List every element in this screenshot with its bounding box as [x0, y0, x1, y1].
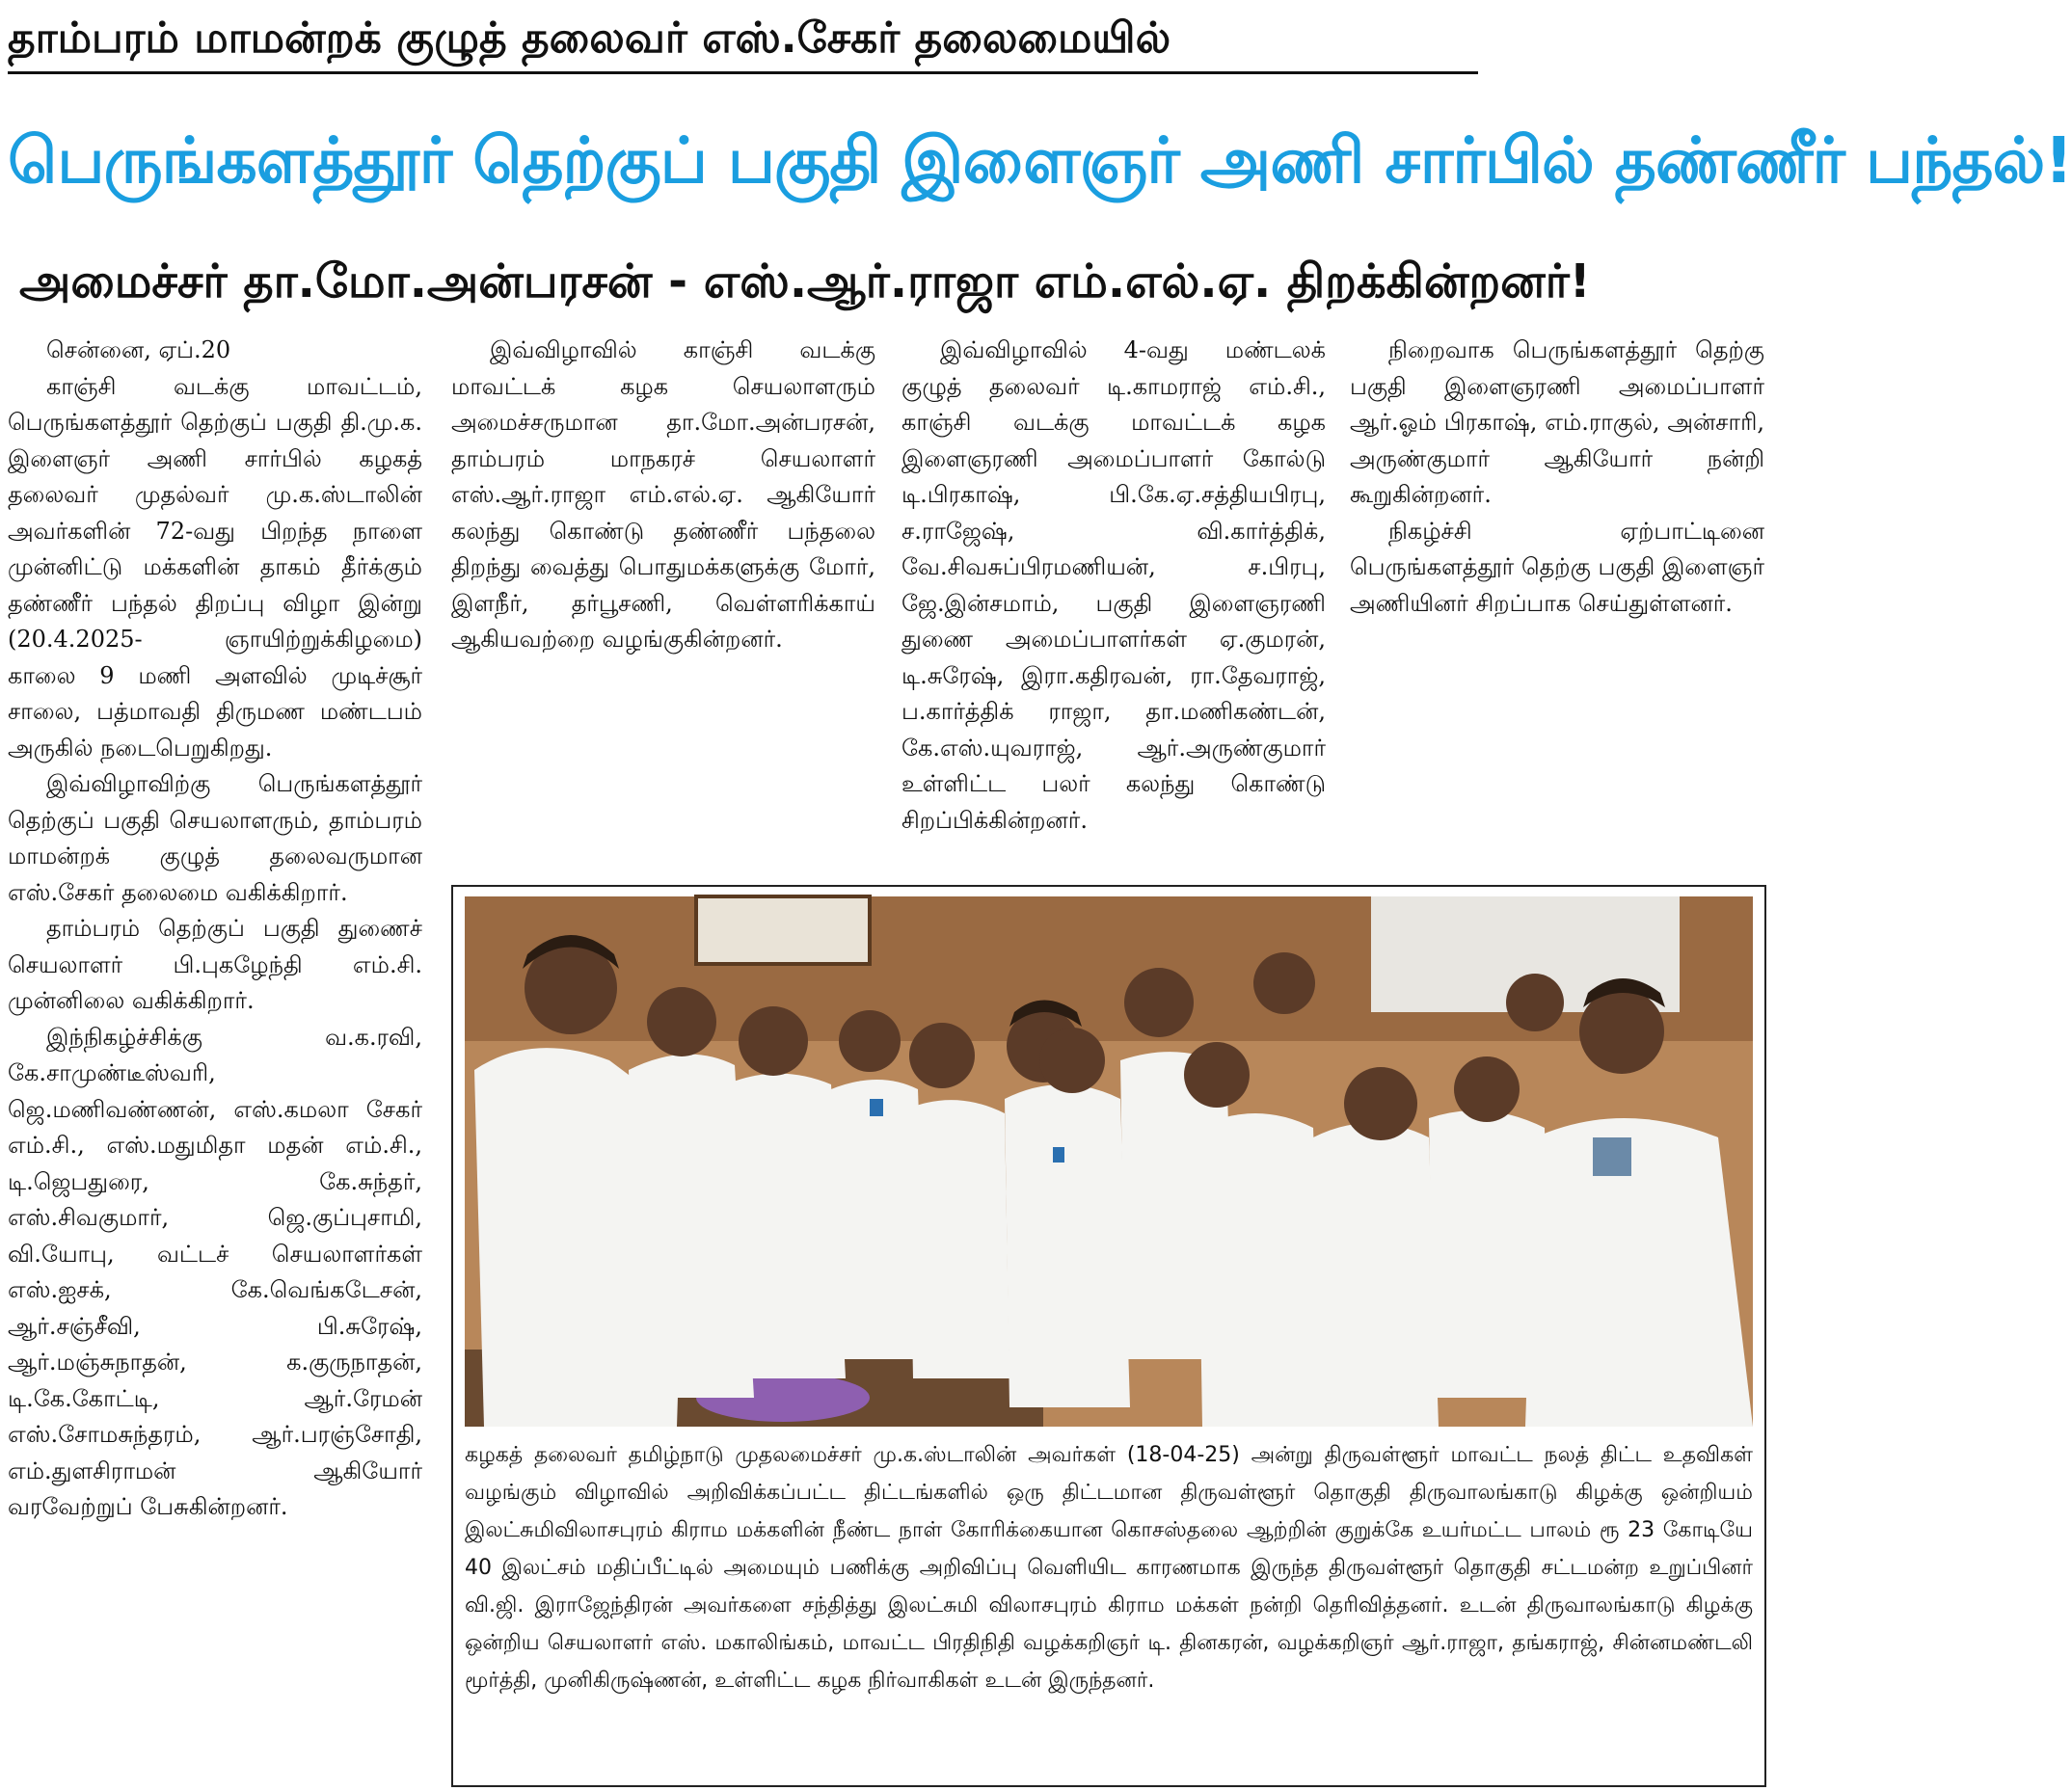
paragraph: காஞ்சி வடக்கு மாவட்டம், பெருங்களத்தூர் தெற்குப் பகுதி தி.மு.க. இளைஞர் அணி சார்பில் கழகத் தலைவர் முதல்வர் மு.க.ஸ்டாலின் அவர்களின் 72-வது பிறந்த நாளை முன்னிட்டு மக்களின் தாகம் தீர்க்கும் தண்ணீர் பந்தல் திறப்பு விழா இன்று (20.4.2025- ஞாயிற்றுக்கிழமை) காலை 9 மணி அளவில் முடிச்சூர் சாலை, பத்மாவதி திருமண மண்டபம் அருகில் நடைபெறுகிறது.: [8, 372, 422, 762]
paragraph: தாம்பரம் தெற்குப் பகுதி துணைச் செயலாளர் பி.புகழேந்தி எம்.சி. முன்னிலை வகிக்கிறார்.: [8, 915, 422, 1014]
paragraph: நிறைவாக பெருங்களத்தூர் தெற்கு பகுதி இளைஞரணி அமைப்பாளர் ஆர்.ஓம் பிரகாஷ், எம்.ராகுல், அன்சாரி, அருண்குமார் ஆகியோர் நன்றி கூறுகின்றனர்.: [1350, 336, 1764, 508]
paragraph: இந்நிகழ்ச்சிக்கு வ.க.ரவி, கே.சாமுண்டீஸ்வரி, ஜெ.மணிவண்ணன், எஸ்.கமலா சேகர் எம்.சி., எஸ்.மதுமிதா மதன் எம்.சி., டி.ஜெபதுரை, கே.சுந்தர், எஸ்.சிவகுமார், ஜெ.குப்புசாமி, வி.யோபு, வட்டச் செயலாளர்கள் எஸ்.ஐசக், கே.வெங்கடேசன், ஆர்.சஞ்சீவி, பி.சுரேஷ், ஆர்.மஞ்சுநாதன், க.குருநாதன், டி.கே.கோட்டி, ஆர்.ரேமன் எஸ்.சோமசுந்தரம், ஆர்.பரஞ்சோதி, எம்.துளசிராமன் ஆகியோர் வரவேற்றுப் பேசுகின்றனர்.: [8, 1023, 422, 1520]
text-column-4: [1350, 333, 1764, 853]
paragraph: இவ்விழாவிற்கு பெருங்களத்தூர் தெற்குப் பகுதி செயலாளரும், தாம்பரம் மாமன்றக் குழுத் தலைவருமான எஸ்.சேகர் தலைமை வகிக்கிறார்.: [8, 770, 422, 906]
text-column-2: [451, 333, 875, 853]
group-photo-illustration: [465, 896, 1753, 1427]
dateline: சென்னை, ஏப்.20: [46, 336, 231, 363]
group-photo: [465, 896, 1753, 1427]
kicker-headline: தாம்பரம் மாமன்றக் குழுத் தலைவர் எஸ்.சேகர் தலைமையில்: [8, 13, 1171, 63]
paragraph: நிகழ்ச்சி ஏற்பாட்டினை பெருங்களத்தூர் தெற்கு பகுதி இளைஞர் அணியினர் சிறப்பாக செய்துள்ளனர்.: [1350, 517, 1764, 617]
paragraph: இவ்விழாவில் காஞ்சி வடக்கு மாவட்டக் கழக செயலாளரும் அமைச்சருமான தா.மோ.அன்பரசன், தாம்பரம் மாநகரச் செயலாளர் எஸ்.ஆர்.ராஜா எம்.எல்.ஏ. ஆகியோர் கலந்து கொண்டு தண்ணீர் பந்தலை திறந்து வைத்து பொதுமக்களுக்கு மோர், இளநீர், தர்பூசணி, வெள்ளரிக்காய் ஆகியவற்றை வழங்குகின்றனர்.: [451, 336, 875, 653]
main-headline: பெருங்களத்தூர் தெற்குப் பகுதி இளைஞர் அணி சார்பில் தண்ணீர் பந்தல்!: [8, 123, 2072, 198]
text-column-3: [901, 333, 1326, 853]
text-column-1: [8, 333, 422, 1788]
sub-headline: அமைச்சர் தா.மோ.அன்பரசன் - எஸ்.ஆர்.ராஜா எம்.எல்.ஏ. திறக்கின்றனர்!: [19, 254, 1591, 308]
photo-caption: கழகத் தலைவர் தமிழ்நாடு முதலமைச்சர் மு.க.ஸ்டாலின் அவர்கள் (18-04-25) அன்று திருவள்ளூர் மாவட்ட நலத் திட்ட உதவிகள் வழங்கும் விழாவில் அறிவிக்கப்பட்ட திட்டங்களில் ஒரு திட்டமான திருவள்ளூர் தொகுதி திருவாலங்காடு கிழக்கு ஒன்றியம் இலட்சுமிவிலாசபுரம் கிராம மக்களின் நீண்ட நாள் கோரிக்கையான கொசஸ்தலை ஆற்றின் குறுக்கே உயர்மட்ட பாலம் ரூ 23 கோடியே 40 இலட்சம் மதிப்பீட்டில் அமையும் பணிக்கு அறிவிப்பு வெளியிட காரணமாக இருந்த திருவள்ளூர் தொகுதி சட்டமன்ற உறுப்பினர் வி.ஜி. இராஜேந்திரன் அவர்களை சந்தித்து இலட்சுமி விலாசபுரம் கிராம மக்கள் நன்றி தெரிவித்தனர். உடன் திருவாலங்காடு கிழக்கு ஒன்றிய செயலாளர் எஸ். மகாலிங்கம், மாவட்ட பிரதிநிதி வழக்கறிஞர் டி. தினகரன், வழக்கறிஞர் ஆர்.ராஜா, தங்கராஜ், சின்னமண்டலி மூர்த்தி, முனிகிருஷ்ணன், உள்ளிட்ட கழக நிர்வாகிகள் உடன் இருந்தனர்.: [465, 1443, 1753, 1693]
kicker-underline: [8, 71, 1478, 74]
paragraph: இவ்விழாவில் 4-வது மண்டலக் குழுத் தலைவர் டி.காமராஜ் எம்.சி., காஞ்சி வடக்கு மாவட்டக் கழக இளைஞரணி அமைப்பாளர் கோல்டு டி.பிரகாஷ், பி.கே.ஏ.சத்தியபிரபு, ச.ராஜேஷ், வி.கார்த்திக், வே.சிவசுப்பிரமணியன், ச.பிரபு, ஜே.இன்சமாம், பகுதி இளைஞரணி துணை அமைப்பாளர்கள் ஏ.குமரன், டி.சுரேஷ், இரா.கதிரவன், ரா.தேவராஜ், ப.கார்த்திக் ராஜா, தா.மணிகண்டன், கே.எஸ்.யுவராஜ், ஆர்.அருண்குமார் உள்ளிட்ட பலர் கலந்து கொண்டு சிறப்பிக்கின்றனர்.: [901, 336, 1326, 834]
photo-box: [451, 885, 1766, 1787]
